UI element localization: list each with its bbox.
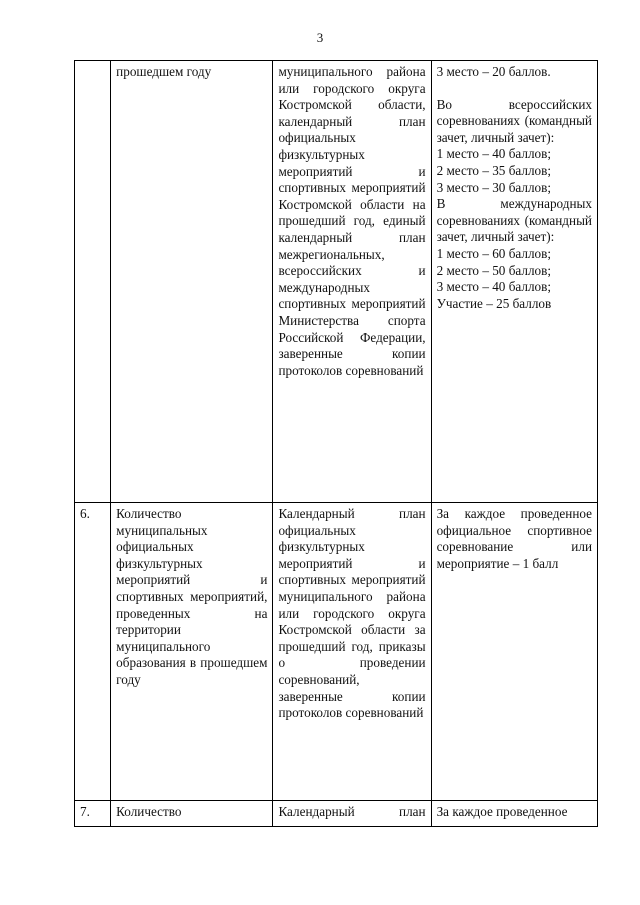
criterion-text: Количество — [116, 804, 182, 819]
points-line: 3 место – 30 баллов; — [436, 179, 552, 195]
criterion-cell — [111, 61, 273, 503]
table-row — [75, 61, 598, 503]
points-line: 2 место – 35 баллов; — [436, 162, 552, 178]
criteria-table — [74, 60, 598, 827]
points-spacer — [437, 81, 592, 97]
documents-cell — [273, 801, 431, 827]
documents-cell — [273, 61, 431, 503]
points-line: 1 место – 60 баллов; — [436, 245, 552, 261]
points-line: За каждое проведенное официальное спортивное соревнование или мероприятие – 1 балл — [436, 506, 592, 571]
points-line: В международных соревнованиях (командный зачет, личный зачет): — [436, 196, 592, 245]
criterion-cell — [111, 503, 273, 801]
points-line: 2 место – 50 баллов; — [436, 262, 552, 278]
table-row — [75, 503, 598, 801]
documents-text: Календарный план официальных физкультурных мероприятий и спортивных мероприятий муниципального района или городского округа Костромской области за прошедший год, приказы о проведении соревнований, заверенные копии протоколов соревнований — [278, 506, 426, 721]
row-number-cell — [75, 61, 111, 503]
points-line: За каждое проведенное — [436, 804, 568, 819]
criterion-cell — [111, 801, 273, 827]
points-cell — [431, 801, 597, 827]
documents-text: Календарный план — [278, 804, 426, 819]
points-cell — [431, 61, 597, 503]
points-line: Участие – 25 баллов — [436, 295, 552, 311]
row-number-cell: 6. — [75, 503, 111, 801]
points-cell — [431, 503, 597, 801]
points-line: Во всероссийских соревнованиях (командный зачет, личный зачет): — [436, 96, 592, 145]
table-row — [75, 801, 598, 827]
page-number: 3 — [316, 30, 324, 45]
points-line: 1 место – 40 баллов; — [436, 146, 552, 162]
points-line: 3 место – 40 баллов; — [436, 279, 552, 295]
documents-text: муниципального района или городского округа Костромской области, календарный план официальных физкультурных мероприятий и спортивных мероприятий Костромской области на прошедший год, единый календарный план межрегиональных, всероссийских и международных спортивных мероприятий Министерства спорта Российской Федерации, заверенные копии протоколов соревнований — [278, 64, 426, 378]
criterion-text: прошедшем году — [116, 64, 212, 79]
documents-cell — [273, 503, 431, 801]
row-number-cell: 7. — [75, 801, 111, 827]
criterion-text: Количество муниципальных официальных физкультурных мероприятий и спортивных мероприятий, проведенных на территории муниципального образования в прошедшем году — [116, 506, 268, 687]
points-line: 3 место – 20 баллов. — [436, 64, 551, 79]
